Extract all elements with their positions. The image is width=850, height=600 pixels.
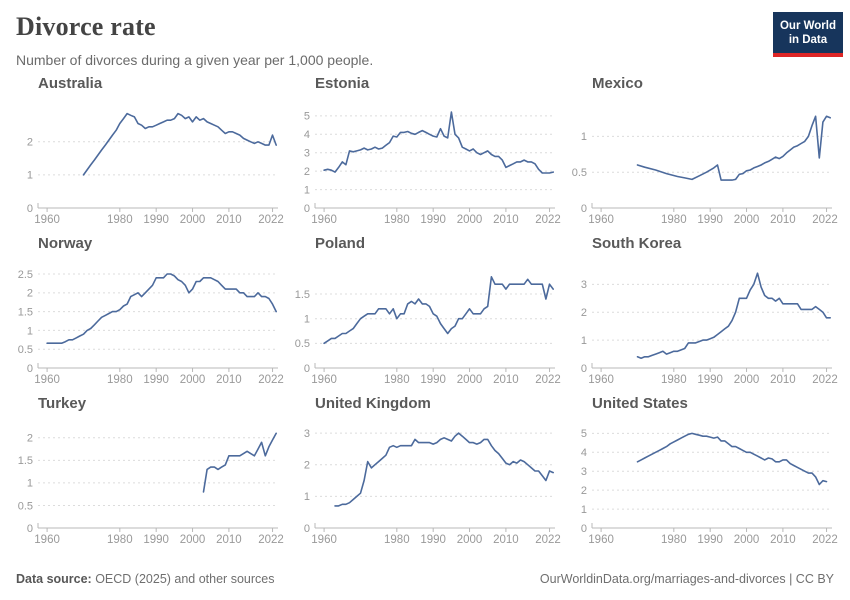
svg-text:1980: 1980 <box>384 374 410 386</box>
logo-line-2: in Data <box>788 34 828 47</box>
y-axis <box>581 279 832 375</box>
svg-text:1990: 1990 <box>143 374 169 386</box>
svg-text:1990: 1990 <box>697 214 723 226</box>
svg-text:2000: 2000 <box>733 214 760 226</box>
svg-text:2010: 2010 <box>493 214 519 226</box>
svg-text:1960: 1960 <box>34 534 60 546</box>
data-source-text: OECD (2025) and other sources <box>91 572 275 586</box>
south-korea-line-chart[interactable] <box>566 256 838 386</box>
svg-text:2000: 2000 <box>179 534 206 546</box>
svg-text:1960: 1960 <box>588 374 614 386</box>
x-axis <box>588 523 838 546</box>
credit-link[interactable]: OurWorldinData.org/marriages-and-divorces | CC BY <box>539 572 834 586</box>
chart-united-states <box>566 394 838 546</box>
svg-text:1: 1 <box>26 325 33 338</box>
mexico-line-chart[interactable] <box>566 96 838 226</box>
svg-text:2022: 2022 <box>812 214 838 226</box>
svg-text:1990: 1990 <box>697 534 723 546</box>
svg-text:3: 3 <box>580 466 587 479</box>
svg-text:3: 3 <box>303 147 310 160</box>
svg-text:2.5: 2.5 <box>17 268 33 281</box>
chart-united-kingdom <box>289 394 561 546</box>
trend-line <box>335 433 553 506</box>
chart-title: Mexico <box>592 75 643 92</box>
data-source <box>16 572 274 586</box>
svg-text:2: 2 <box>26 432 33 445</box>
header <box>0 0 850 72</box>
x-axis <box>34 203 284 226</box>
svg-text:2000: 2000 <box>456 214 483 226</box>
x-axis <box>588 363 838 386</box>
svg-text:2010: 2010 <box>770 374 796 386</box>
chart-title: Norway <box>38 235 93 252</box>
svg-text:1990: 1990 <box>420 214 446 226</box>
svg-text:1.5: 1.5 <box>294 288 310 301</box>
chart-turkey <box>12 394 284 546</box>
svg-text:2010: 2010 <box>216 534 242 546</box>
svg-text:1980: 1980 <box>384 214 410 226</box>
svg-text:1960: 1960 <box>34 214 60 226</box>
svg-text:2010: 2010 <box>493 534 519 546</box>
svg-text:0: 0 <box>26 522 33 535</box>
header-text <box>16 12 373 68</box>
svg-text:1980: 1980 <box>107 534 133 546</box>
y-axis <box>27 137 278 215</box>
svg-text:1960: 1960 <box>311 214 337 226</box>
svg-text:1: 1 <box>26 477 33 490</box>
y-axis <box>18 269 278 375</box>
owid-logo[interactable] <box>773 12 843 57</box>
svg-text:3: 3 <box>303 427 310 440</box>
svg-text:2000: 2000 <box>456 374 483 386</box>
svg-text:3: 3 <box>580 279 587 292</box>
svg-text:2022: 2022 <box>812 374 838 386</box>
chart-norway <box>12 234 284 386</box>
x-axis <box>34 363 284 386</box>
svg-text:0: 0 <box>580 522 587 535</box>
y-axis <box>304 428 555 535</box>
svg-text:1: 1 <box>580 334 587 347</box>
chart-poland <box>289 234 561 386</box>
svg-text:1: 1 <box>303 491 310 504</box>
svg-text:1960: 1960 <box>311 534 337 546</box>
turkey-line-chart[interactable] <box>12 416 284 546</box>
trend-line <box>84 114 277 175</box>
svg-text:0.5: 0.5 <box>294 338 310 351</box>
svg-text:1980: 1980 <box>107 374 133 386</box>
svg-text:2010: 2010 <box>770 534 796 546</box>
svg-text:2000: 2000 <box>733 534 760 546</box>
page-subtitle: Number of divorces during a given year per 1,000 people. <box>16 52 374 68</box>
svg-text:1990: 1990 <box>143 214 169 226</box>
svg-text:2010: 2010 <box>493 374 519 386</box>
united-kingdom-line-chart[interactable] <box>289 416 561 546</box>
trend-line <box>324 277 553 344</box>
svg-text:2022: 2022 <box>258 534 284 546</box>
chart-title: United Kingdom <box>315 395 431 412</box>
svg-text:1960: 1960 <box>311 374 337 386</box>
australia-line-chart[interactable] <box>12 96 284 226</box>
svg-text:2022: 2022 <box>535 214 561 226</box>
svg-text:1980: 1980 <box>661 214 687 226</box>
svg-text:2022: 2022 <box>812 534 838 546</box>
svg-text:1980: 1980 <box>661 374 687 386</box>
charts-grid <box>0 72 850 546</box>
x-axis <box>311 363 561 386</box>
trend-line <box>638 273 831 358</box>
chart-title: South Korea <box>592 235 682 252</box>
svg-text:1.5: 1.5 <box>17 306 33 319</box>
svg-text:0.5: 0.5 <box>17 344 33 357</box>
svg-text:1990: 1990 <box>697 374 723 386</box>
svg-text:1960: 1960 <box>588 534 614 546</box>
svg-text:0: 0 <box>303 202 310 215</box>
svg-text:0: 0 <box>580 202 587 215</box>
y-axis <box>572 131 832 215</box>
x-axis <box>588 203 838 226</box>
svg-text:1960: 1960 <box>34 374 60 386</box>
x-axis <box>311 523 561 546</box>
svg-text:2: 2 <box>303 459 310 472</box>
y-axis <box>295 289 555 375</box>
svg-text:2022: 2022 <box>535 374 561 386</box>
svg-text:0: 0 <box>26 202 33 215</box>
svg-text:4: 4 <box>303 129 310 142</box>
trend-line <box>324 112 553 173</box>
svg-text:1: 1 <box>580 131 587 144</box>
svg-text:2010: 2010 <box>216 374 242 386</box>
poland-line-chart[interactable] <box>289 256 561 386</box>
chart-title: Poland <box>315 235 366 252</box>
chart-south-korea <box>566 234 838 386</box>
svg-text:0.5: 0.5 <box>571 167 587 180</box>
svg-text:0: 0 <box>580 362 587 375</box>
page-title: Divorce rate <box>16 12 156 41</box>
svg-text:2: 2 <box>580 307 587 320</box>
svg-text:1: 1 <box>303 184 310 197</box>
svg-text:1990: 1990 <box>143 534 169 546</box>
svg-text:1980: 1980 <box>384 534 410 546</box>
svg-text:2022: 2022 <box>535 534 561 546</box>
svg-text:5: 5 <box>303 110 310 123</box>
svg-text:2010: 2010 <box>770 214 796 226</box>
x-axis <box>34 523 284 546</box>
svg-text:2010: 2010 <box>216 214 242 226</box>
svg-text:0.5: 0.5 <box>17 500 33 513</box>
svg-text:2000: 2000 <box>179 214 206 226</box>
svg-text:2: 2 <box>26 136 33 149</box>
estonia-line-chart[interactable] <box>289 96 561 226</box>
svg-text:2022: 2022 <box>258 214 284 226</box>
svg-text:1960: 1960 <box>588 214 614 226</box>
svg-text:2: 2 <box>303 165 310 178</box>
united-states-line-chart[interactable] <box>566 416 838 546</box>
svg-text:5: 5 <box>580 428 587 441</box>
svg-text:1: 1 <box>580 503 587 516</box>
svg-text:1990: 1990 <box>420 374 446 386</box>
logo-line-1: Our World <box>779 20 836 32</box>
svg-text:2000: 2000 <box>179 374 206 386</box>
chart-mexico <box>566 74 838 226</box>
chart-australia <box>12 74 284 226</box>
svg-text:1: 1 <box>303 313 310 326</box>
svg-text:2000: 2000 <box>456 534 483 546</box>
chart-title: United States <box>592 395 688 412</box>
x-axis <box>311 203 561 226</box>
svg-text:1.5: 1.5 <box>17 455 33 468</box>
trend-line <box>47 274 276 343</box>
trend-line <box>638 116 831 180</box>
chart-title: Australia <box>38 75 103 92</box>
chart-title: Turkey <box>38 395 87 412</box>
y-axis <box>18 433 278 535</box>
svg-text:2: 2 <box>580 484 587 497</box>
svg-text:2022: 2022 <box>258 374 284 386</box>
trend-line <box>638 433 827 484</box>
footer <box>0 564 850 600</box>
y-axis <box>581 428 832 535</box>
svg-text:2000: 2000 <box>733 374 760 386</box>
svg-text:0: 0 <box>26 362 33 375</box>
chart-title: Estonia <box>315 75 370 92</box>
svg-text:1990: 1990 <box>420 534 446 546</box>
svg-text:0: 0 <box>303 522 310 535</box>
svg-text:0: 0 <box>303 362 310 375</box>
svg-text:4: 4 <box>580 447 587 460</box>
data-source-label: Data source: <box>16 572 92 586</box>
svg-text:1: 1 <box>26 169 33 182</box>
svg-text:1980: 1980 <box>107 214 133 226</box>
norway-line-chart[interactable] <box>12 256 284 386</box>
svg-text:2: 2 <box>26 287 33 300</box>
svg-text:1980: 1980 <box>661 534 687 546</box>
chart-estonia <box>289 74 561 226</box>
